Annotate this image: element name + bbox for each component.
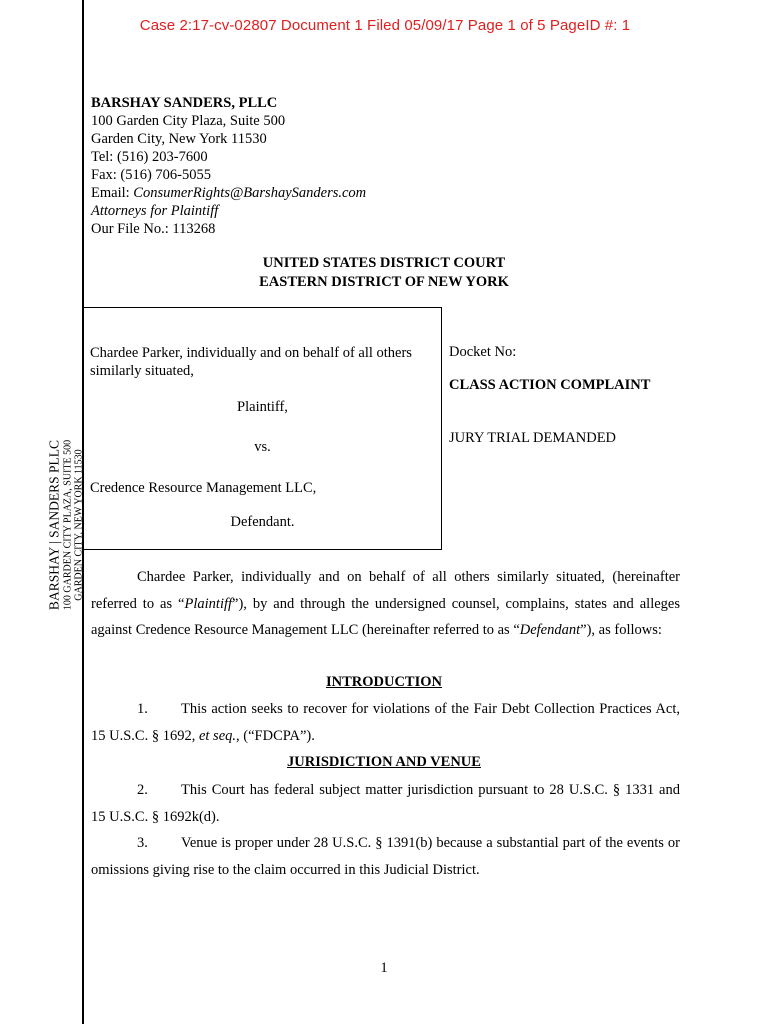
paragraph-3 [91,830,680,883]
paragraph-2-number: 2. [137,782,148,798]
intro-paragraph [91,564,680,644]
attorney-role: Attorneys for Plaintiff [91,203,219,219]
versus: vs. [254,439,271,455]
firm-street: 100 Garden City Plaza, Suite 500 [91,113,286,129]
file-number: Our File No.: 113268 [91,221,216,237]
defendant-name: Credence Resource Management LLC, [90,480,317,496]
firm-tel: Tel: (516) 203-7600 [91,149,208,165]
heading-jurisdiction: JURISDICTION AND VENUE [287,754,481,770]
side-firm-mark [48,345,85,705]
email-address[interactable]: ConsumerRights@BarshaySanders.com [133,185,367,201]
attorney-block [91,94,366,238]
heading-introduction: INTRODUCTION [325,674,442,690]
plaintiff-name: Chardee Parker, individually and on behalf of all others similarly situated, [90,345,412,379]
paragraph-1-number: 1. [137,701,148,717]
firm-name: BARSHAY SANDERS, PLLC [91,95,278,111]
paragraph-2 [91,777,680,830]
plaintiff-term: Plaintiff [184,595,233,612]
side-firm-name: BARSHAY | SANDERS PLLC [46,439,62,611]
paragraph-1-text-a: This action seeks to recover for violations of the Fair Debt Collection Practices Act, 15 U.S.C. § 1692, [91,701,680,744]
paragraph-1-text-b: , (“FDCPA”). [236,727,315,744]
ecf-header: Case 2:17-cv-02807 Document 1 Filed 05/09/17 Page 1 of 5 PageID #: 1 [139,17,631,34]
plaintiff-label: Plaintiff, [237,399,288,415]
side-address-line2: GARDEN CITY, NEW YORK 11530 [73,449,85,601]
defendant-label: Defendant. [230,514,295,530]
paragraph-3-number: 3. [137,835,148,851]
paragraph-3-text: Venue is proper under 28 U.S.C. § 1391(b) because a substantial part of the events or omissions giving rise to the claim occurred in this Judicial District. [91,835,680,878]
intro-text-1: Chardee Parker, individually and on behalf of all others similarly situated, (hereinafter referred to as “ [91,569,680,612]
firm-fax: Fax: (516) 706-5055 [91,167,212,183]
court-line2: EASTERN DISTRICT OF NEW YORK [259,274,509,290]
email-label: Email: [91,185,134,201]
court-title [84,254,684,292]
intro-text-2: ”), by and through the undersigned counsel, complains, states and alleges against Credence Resource Management LLC (hereinafter referred to as “ [91,595,680,638]
paragraph-2-text: This Court has federal subject matter jurisdiction pursuant to 28 U.S.C. § 1331 and 15 U.S.C. § 1692k(d). [91,782,680,825]
docket-number: Docket No: [449,344,517,360]
court-line1: UNITED STATES DISTRICT COURT [262,255,506,271]
jury-demand: JURY TRIAL DEMANDED [449,430,617,446]
defendant-term: Defendant [519,622,581,638]
page-number: 1 [380,960,388,976]
firm-email-line [91,184,366,202]
intro-text-3: ”), as follows: [580,622,662,638]
side-address-line1: 100 GARDEN CITY PLAZA, SUITE 500 [62,439,74,611]
firm-city: Garden City, New York 11530 [91,131,267,147]
paragraph-1 [91,696,680,749]
complaint-type: CLASS ACTION COMPLAINT [449,377,651,393]
case-caption-box [84,307,442,550]
paragraph-1-italic: et seq. [198,727,237,744]
